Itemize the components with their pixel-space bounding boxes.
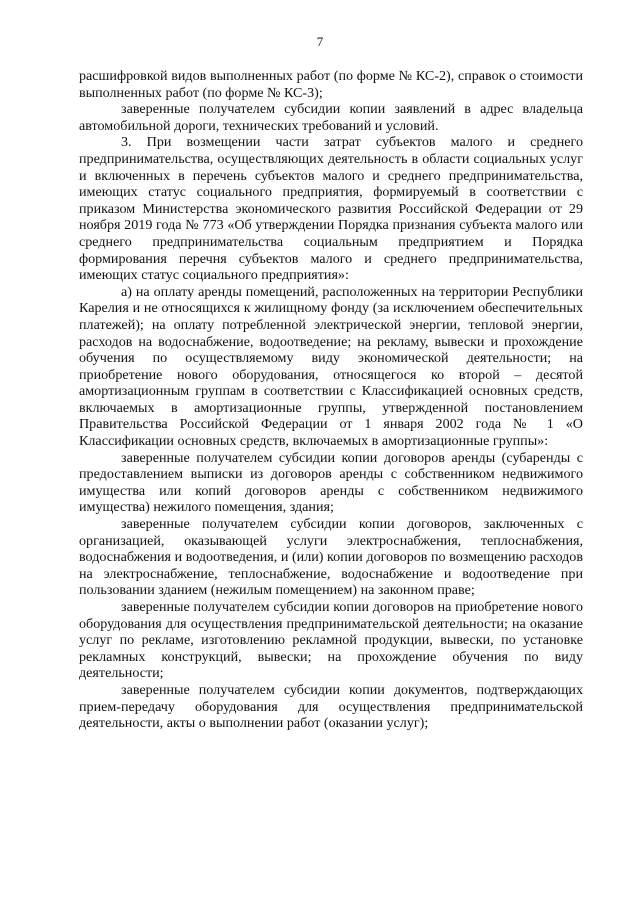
paragraph-acceptance-documents: заверенные получателем субсидии копии документов, подтверждающих прием-передачу оборудования для осуществления предпринимательской деятельности, акты о выполнении работ (оказании услуг); (79, 681, 583, 732)
page-number: 7 (316, 34, 324, 49)
paragraph-subitem-a: а) на оплату аренды помещений, расположенных на территории Республики Карелия и не относящихся к жилищному фонду (за исключением обеспечительных платежей); на оплату потребленной электрической энергии, тепловой энергии, расходов на водоснабжение, водоотведение; на рекламу, вывески и прохождение обучения по осуществляемому виду экономической деятельности; на приобретение нового оборудования, относящегося ко второй – десятой амортизационным группам в соответствии с Классификацией основных средств, включаемых в амортизационные группы, утвержденной постановлением Правительства Российской Федерации от 1 января 2002 года № 1 «О Классификации основных средств, включаемых в амортизационные группы»: (79, 283, 583, 450)
paragraph-lease-contracts: заверенные получателем субсидии копии договоров аренды (субаренды с предоставлением выписки из договоров аренды с собственником недвижимого имущества или копий договоров аренды с собственником недвижимого имущества) нежилого помещения, здания; (79, 449, 583, 516)
paragraph-utility-contracts: заверенные получателем субсидии копии договоров, заключенных с организацией, оказывающей услуги электроснабжения, теплоснабжения, водоснабжения и водоотведения, и (или) копии договоров по возмещению расходов на электроснабжение, теплоснабжение, водоснабжение и водоотведение при пользовании зданием (нежилым помещением) на законном праве; (79, 516, 583, 599)
paragraph-equipment-contracts: заверенные получателем субсидии копии договоров на приобретение нового оборудования для осуществления предпринимательской деятельности; на оказание услуг по рекламе, изготовлению рекламной продукции, вывески, по установке рекламных конструкций, вывески; на прохождение обучения по виду деятельности; (79, 599, 583, 682)
paragraph-road-owner-requirements: заверенные получателем субсидии копии заявлений в адрес владельца автомобильной дороги, технических требований и условий. (79, 101, 583, 134)
paragraph-item-3: 3. При возмещении части затрат субъектов малого и среднего предпринимательства, осуществляющих деятельность в области социальных услуг и включенных в перечень субъектов малого и среднего предпринимательства, имеющих статус социального предприятия, формируемый в соответствии с приказом Министерства экономического развития Российской Федерации от 29 ноября 2019 года № 773 «Об утверждении Порядка признания субъекта малого или среднего предпринимательства социальным предприятием и Порядка формирования перечня субъектов малого и среднего предпринимательства, имеющих статус социального предприятия»: (79, 134, 583, 284)
document-body (79, 68, 583, 732)
paragraph-continuation: расшифровкой видов выполненных работ (по форме № КС-2), справок о стоимости выполненных работ (по форме № КС-3); (79, 68, 583, 101)
